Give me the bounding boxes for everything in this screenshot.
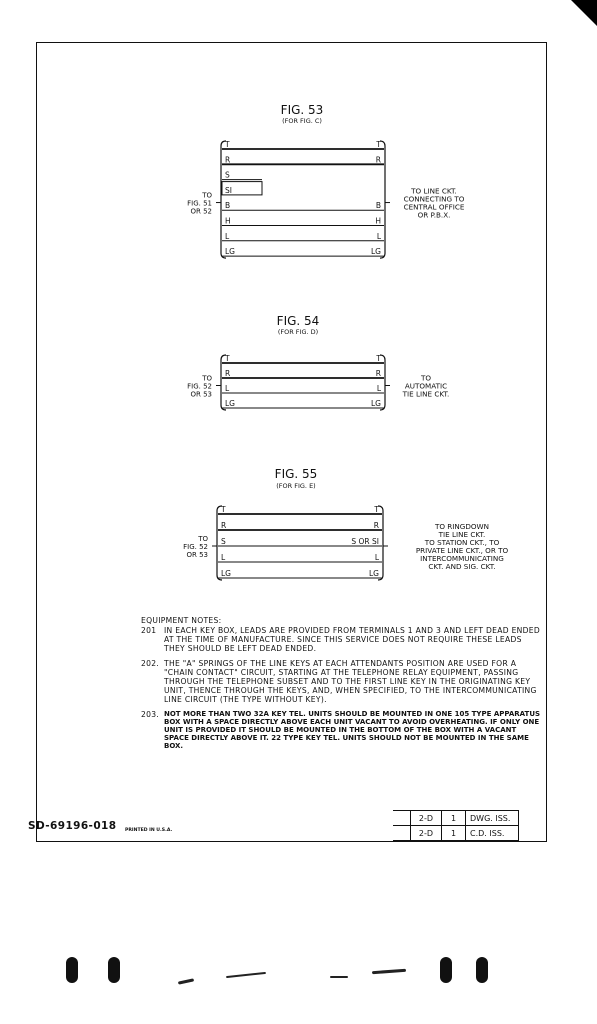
fig-53-subtitle: (FOR FIG. C) (282, 117, 322, 125)
fig-54-left-label (187, 375, 212, 399)
fig-54-right-label (402, 374, 450, 399)
note-number: 201 (141, 626, 157, 635)
fig-55-left-label (183, 535, 208, 559)
binder-hole-3 (440, 957, 452, 983)
fig-55-right-label (416, 522, 509, 571)
lead-label-right: T (376, 354, 381, 363)
scan-smudge (330, 976, 348, 978)
side-label-left-line: TO (202, 374, 212, 383)
revision-label: DWG. ISS. (466, 811, 519, 826)
side-label-left-line: OR 52 (190, 207, 212, 216)
scan-smudge (226, 972, 266, 978)
lead-label-left: R (221, 521, 227, 530)
side-label-right-line: TO LINE CKT. (411, 186, 457, 196)
side-label-left-line: OR 53 (186, 551, 208, 559)
equipment-notes (141, 616, 541, 756)
lead-label-right: LG (371, 399, 381, 408)
printed-in-usa: PRINTED IN U.S.A. (125, 828, 173, 833)
lead-label-left: LG (225, 247, 235, 257)
note-text: THE "A" SPRINGS OF THE LINE KEYS AT EACH ATTENDANTS POSITION ARE USED FOR A "CHAIN CONTACT" CIRCUIT, STARTING AT THE TELEPHONE RELAY EQUIPMENT, PASSING THROUGH THE TELEPHONE SUBSET AND TO THE FIRST LINE KEY IN THE ORIGINATING KEY UNIT, THENCE THROUGH THE KEYS, AND, WHEN SPECIFIED, TO THE INTERCOMMUNICATING LINE CIRCUIT (THE TYPE WITHOUT KEY). (164, 659, 537, 704)
note-number: 202. (141, 659, 160, 668)
revision-cell-blank (393, 826, 411, 841)
note-201 (141, 626, 541, 653)
revision-label: C.D. ISS. (466, 826, 519, 841)
binder-hole-4 (476, 957, 488, 983)
lead-label-left: SI (225, 185, 232, 195)
side-label-right-line: TIE LINE CKT. (402, 389, 450, 399)
binder-hole-2 (108, 957, 120, 983)
note-203 (141, 710, 541, 750)
lead-label-left: L (225, 231, 230, 241)
binder-hole-1 (66, 957, 78, 983)
lead-label-right: R (375, 155, 381, 165)
side-label-right-line: PRIVATE LINE CKT., OR TO (415, 546, 509, 555)
side-label-right-line: INTERCOMMUNICATING (420, 554, 504, 563)
lead-label-right: T (374, 505, 379, 514)
note-text: IN EACH KEY BOX, LEADS ARE PROVIDED FROM TERMINALS 1 AND 3 AND LEFT DEAD ENDED AT THE TIME OF MANUFACTURE. SINCE THIS SERVICE DOES NOT REQUIRE THESE LEADS THEY SHOULD BE LEFT DEAD ENDED. (164, 626, 541, 653)
lead-label-left: LG (221, 569, 231, 578)
lead-label-right: L (376, 384, 381, 393)
side-label-right-line: CENTRAL OFFICE (403, 202, 465, 212)
fig-54-subtitle: (FOR FIG. D) (277, 328, 319, 336)
scan-smudge (372, 969, 406, 974)
side-label-left-line: FIG. 52 (183, 543, 208, 551)
revision-dash: 2-D (411, 826, 442, 841)
side-label-left-line: FIG. 52 (187, 382, 212, 391)
lead-label-left: LG (225, 399, 235, 408)
fig-55 (183, 467, 508, 580)
lead-label-left: L (221, 553, 226, 562)
revision-issue: 1 (442, 811, 466, 826)
lead-label-right: L (376, 231, 381, 241)
lead-label-right: R (375, 369, 381, 378)
side-label-left-line: FIG. 51 (187, 199, 212, 208)
lead-label-left: S (225, 170, 230, 180)
side-label-right-line: TO (420, 373, 432, 383)
lead-label-left: H (225, 216, 231, 226)
lead-label-left: L (225, 384, 230, 393)
lead-label-left: B (225, 201, 231, 211)
lead-label-right: L (374, 553, 379, 562)
lead-label-right: S OR SI (351, 537, 379, 546)
revision-dash: 2-D (411, 811, 442, 826)
fig-55-subtitle: (FOR FIG. E) (276, 482, 316, 490)
side-label-right-line: CONNECTING TO (403, 194, 465, 204)
fig-54-leads (216, 354, 390, 410)
revision-table (393, 810, 519, 841)
fig-54-title: FIG. 54 (276, 314, 320, 328)
lead-label-right: LG (371, 247, 381, 257)
revision-row-cd (393, 826, 519, 841)
side-label-right-line: AUTOMATIC (404, 381, 448, 391)
fig-53-title: FIG. 53 (280, 103, 324, 117)
equipment-notes-heading: EQUIPMENT NOTES: (141, 616, 222, 625)
note-text: NOT MORE THAN TWO 32A KEY TEL. UNITS SHOULD BE MOUNTED IN ONE 105 TYPE APPARATUS BOX WITH A SPACE DIRECTLY ABOVE EACH UNIT VACANT TO AVOID OVERHEATING. IF ONLY ONE UNIT IS PROVIDED IT SHOULD BE MOUNTED IN THE BOTTOM OF THE BOX WITH A VACANT SPACE DIRECTLY ABOVE IT. 22 TYPE KEY TEL. UNITS SHOULD NOT BE MOUNTED IN THE SAME BOX. (164, 710, 541, 750)
lead-label-left: S (221, 537, 226, 546)
side-label-right-line: TO RINGDOWN (434, 522, 490, 531)
fig-53-leads (216, 140, 390, 258)
lead-label-left: T (225, 354, 230, 363)
revision-issue: 1 (442, 826, 466, 841)
lead-label-right: B (375, 201, 381, 211)
lead-label-left: T (221, 505, 226, 514)
lead-label-left: R (225, 369, 231, 378)
side-label-right-line: TO STATION CKT., TO (424, 538, 500, 547)
lead-label-left: R (225, 155, 231, 165)
lead-label-right: R (373, 521, 379, 530)
side-label-left-line: OR 53 (190, 390, 212, 399)
revision-cell-blank (393, 811, 411, 826)
side-label-left-line: TO (198, 535, 208, 543)
scan-smudge (178, 978, 194, 984)
lead-label-right: LG (369, 569, 379, 578)
side-label-right-line: OR P.B.X. (417, 210, 451, 220)
fig-53-right-label (404, 187, 465, 220)
note-202 (141, 659, 541, 704)
lead-label-left: T (225, 140, 230, 149)
lead-label-right: T (376, 140, 381, 149)
fig-53 (187, 103, 465, 258)
revision-row-dwg (393, 811, 519, 826)
fig-55-leads (212, 505, 388, 580)
fig-54 (187, 314, 449, 410)
side-label-left-line: TO (202, 191, 212, 200)
fig-55-title: FIG. 55 (274, 467, 318, 481)
side-label-right-line: CKT. AND SIG. CKT. (428, 562, 496, 571)
drawing-number: SD-69196-018 (28, 820, 117, 832)
side-label-right-line: TIE LINE CKT. (438, 530, 486, 539)
note-number: 203. (141, 710, 160, 719)
lead-label-right: H (375, 216, 381, 226)
fig-53-left-label (187, 192, 212, 216)
